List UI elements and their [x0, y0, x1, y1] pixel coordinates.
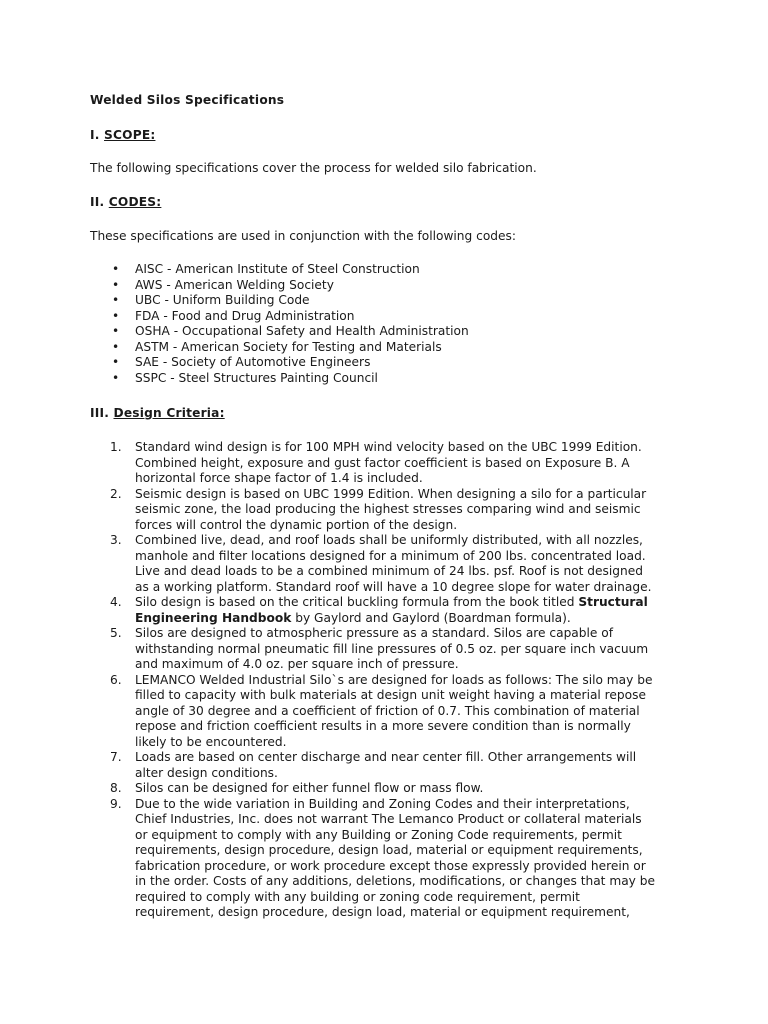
item-text: Silos are designed to atmospheric pressure as a standard. Silos are capable of withstanding normal pneumatic fill line pressures of 0.5 oz. per square inch vacuum and maximum of 4.0 oz. per square inch of pressure. [135, 626, 649, 671]
item-number: 2. [110, 486, 122, 501]
list-item: • SAE - Society of Automotive Engineers [112, 355, 371, 369]
list-item: • ASTM - American Society for Testing and Materials [112, 339, 442, 354]
scope-text: The following specifications cover the process for welded silo fabrication. [90, 161, 537, 175]
bullet-icon: • [112, 293, 120, 307]
item-number: 7. [110, 750, 122, 764]
scope-heading [90, 128, 155, 144]
list-item [110, 487, 655, 534]
item-number: 5. [110, 626, 122, 640]
bullet-icon: • [112, 262, 120, 276]
list-item [110, 595, 655, 626]
bullet-icon: • [112, 308, 120, 323]
codes-numeral: II. [90, 195, 105, 209]
list-item [110, 440, 655, 487]
bullet-icon: • [112, 355, 120, 369]
design-criteria-numeral: III. [90, 406, 110, 420]
item-number: 6. [110, 672, 122, 687]
list-item [110, 750, 655, 781]
codes-heading [90, 195, 161, 211]
scope-heading-label: SCOPE: [104, 128, 156, 142]
bullet-icon: • [112, 339, 120, 354]
item-number: 8. [110, 781, 122, 795]
list-item [110, 626, 655, 673]
list-item: • SSPC - Steel Structures Painting Council [112, 370, 378, 385]
list-item: • FDA - Food and Drug Administration [112, 308, 355, 323]
list-item [110, 533, 655, 595]
design-criteria-heading [90, 406, 225, 422]
codes-intro: These specifications are used in conjunction with the following codes: [90, 229, 516, 243]
scope-numeral: I. [90, 128, 100, 142]
list-item: • AWS - American Welding Society [112, 277, 334, 292]
codes-list [110, 262, 469, 386]
item-text: Combined live, dead, and roof loads shall be uniformly distributed, with all nozzles, manhole and filter locations designed for a minimum of 200 lbs. concentrated load. Live and dead loads to be a combined minimum of 24 lbs. psf. Roof is not designed as a working platform. Standard roof will have a 10 degree slope for water drainage. [135, 533, 652, 594]
list-item: • AISC - American Institute of Steel Construction [112, 262, 420, 276]
item-text: Loads are based on center discharge and near center fill. Other arrangements will alter design conditions. [135, 750, 637, 780]
list-item [110, 673, 655, 751]
item-number: 4. [110, 595, 122, 609]
design-criteria-heading-label: Design Criteria: [113, 406, 225, 420]
bullet-icon: • [112, 324, 120, 338]
list-item: • UBC - Uniform Building Code [112, 293, 310, 307]
item-text-before: Silo design is based on the critical buckling formula from the book titled [135, 595, 579, 609]
list-item [110, 797, 655, 921]
list-item: • OSHA - Occupational Safety and Health Administration [112, 324, 469, 338]
design-criteria-list [110, 440, 655, 921]
item-text: Silos can be designed for either funnel flow or mass flow. [135, 781, 484, 795]
item-number: 3. [110, 533, 122, 547]
codes-heading-label: CODES: [108, 195, 162, 209]
book-title: Structural Engineering Handbook [135, 595, 648, 625]
list-item [110, 781, 655, 797]
item-number: 9. [110, 796, 122, 811]
item-number: 1. [110, 440, 122, 454]
item-text: Due to the wide variation in Building and Zoning Codes and their interpretations, Chief Industries, Inc. does not warrant The Lemanco Product or collateral materials or equipment to comply with any Building or Zoning Code requirements, permit requirements, design procedure, design load, material or equipment requirements, fabrication procedure, or work procedure except those expressly provided herein or in the order. Costs of any additions, deletions, modifications, or changes that may be required to comply with any building or zoning code requirement, permit requirement, design procedure, design load, material or equipment requirement, [135, 796, 655, 919]
item-text: Standard wind design is for 100 MPH wind velocity based on the UBC 1999 Edition. Combined height, exposure and gust factor coefficient is based on Exposure B. A horizontal force shape factor of 1.4 is included. [135, 440, 642, 485]
item-text-after: by Gaylord and Gaylord (Boardman formula). [291, 610, 571, 625]
bullet-icon: • [112, 370, 120, 385]
item-text: Seismic design is based on UBC 1999 Edition. When designing a silo for a particular seismic zone, the load producing the highest stresses comparing wind and seismic forces will control the dynamic portion of the design. [135, 486, 647, 532]
item-text: LEMANCO Welded Industrial Silo`s are designed for loads as follows: The silo may be filled to capacity with bulk materials at design unit weight having a material repose angle of 30 degree and a coefficient of friction of 0.7. This combination of material repose and friction coefficient results in a more severe condition than is normally likely to be encountered. [135, 672, 653, 749]
document-title: Welded Silos Specifications [90, 93, 285, 107]
bullet-icon: • [112, 277, 120, 292]
